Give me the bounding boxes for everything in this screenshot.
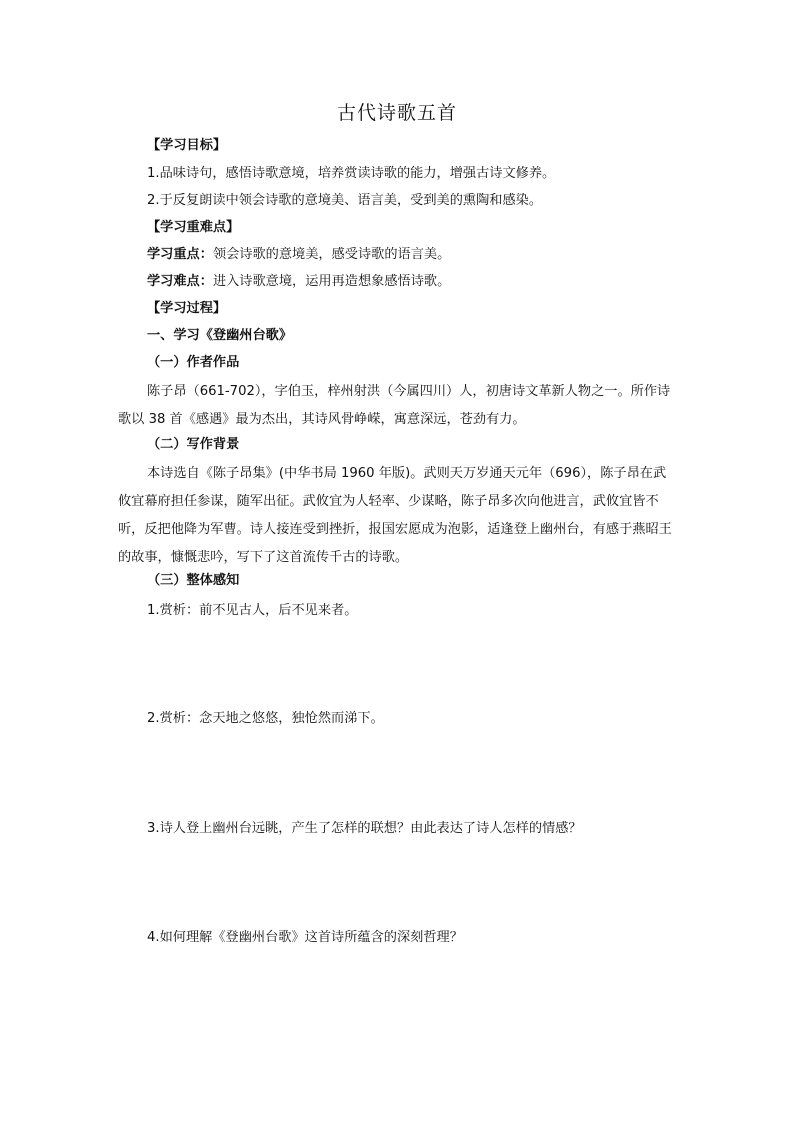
key-point-label: 学习重点： bbox=[147, 247, 213, 262]
subsection-author-heading: （一）作者作品 bbox=[147, 355, 240, 370]
goal-item-1: 1.品味诗句，感悟诗歌意境，培养赏读诗歌的能力，增强古诗文修养。 bbox=[147, 166, 556, 181]
subsection-overview-heading: （三）整体感知 bbox=[147, 573, 240, 588]
difficulty-line bbox=[147, 274, 450, 290]
goal-item-2: 2.于反复朗读中领会诗歌的意境美、语言美，受到美的熏陶和感染。 bbox=[147, 193, 543, 208]
key-point-line bbox=[147, 247, 450, 263]
goals-heading: 【学习目标】 bbox=[147, 138, 227, 153]
key-difficulty-heading: 【学习重难点】 bbox=[147, 220, 240, 235]
part-one-heading: 一、学习《登幽州台歌》 bbox=[147, 328, 293, 343]
process-heading: 【学习过程】 bbox=[147, 301, 227, 316]
question-1: 1.赏析：前不见古人，后不见来者。 bbox=[147, 603, 358, 618]
question-3: 3.诗人登上幽州台远眺，产生了怎样的联想？由此表达了诗人怎样的情感？ bbox=[147, 821, 582, 836]
difficulty-label: 学习难点： bbox=[147, 274, 213, 289]
background-paragraph: 本诗选自《陈子昂集》(中华书局 1960 年版)。武则天万岁通天元年（696），陈子昂在武攸宜幕府担任参谋，随军出征。武攸宜为人轻率、少谋略，陈子昂多次向他进言，武攸宜皆不听，反把他降为军曹。诗人接连受到挫折，报国宏愿成为泡影，适逢登上幽州台，有感于燕昭王的故事，慷慨悲吟，写下了这首流传千古的诗歌。 bbox=[118, 466, 672, 565]
difficulty-text: 进入诗歌意境，运用再造想象感悟诗歌。 bbox=[212, 274, 451, 289]
subsection-background-heading: （二）写作背景 bbox=[147, 437, 240, 452]
question-2: 2.赏析：念天地之悠悠，独怆然而涕下。 bbox=[147, 711, 384, 726]
key-point-text: 领会诗歌的意境美，感受诗歌的语言美。 bbox=[212, 247, 451, 262]
question-4: 4.如何理解《登幽州台歌》这首诗所蕴含的深刻哲理？ bbox=[147, 930, 463, 945]
author-paragraph: 陈子昂（661-702），字伯玉，梓州射洪（今属四川）人，初唐诗文革新人物之一。所作诗歌以 38 首《感遇》最为杰出，其诗风骨峥嵘，寓意深远，苍劲有力。 bbox=[118, 384, 671, 427]
page-title: 古代诗歌五首 bbox=[336, 102, 457, 124]
